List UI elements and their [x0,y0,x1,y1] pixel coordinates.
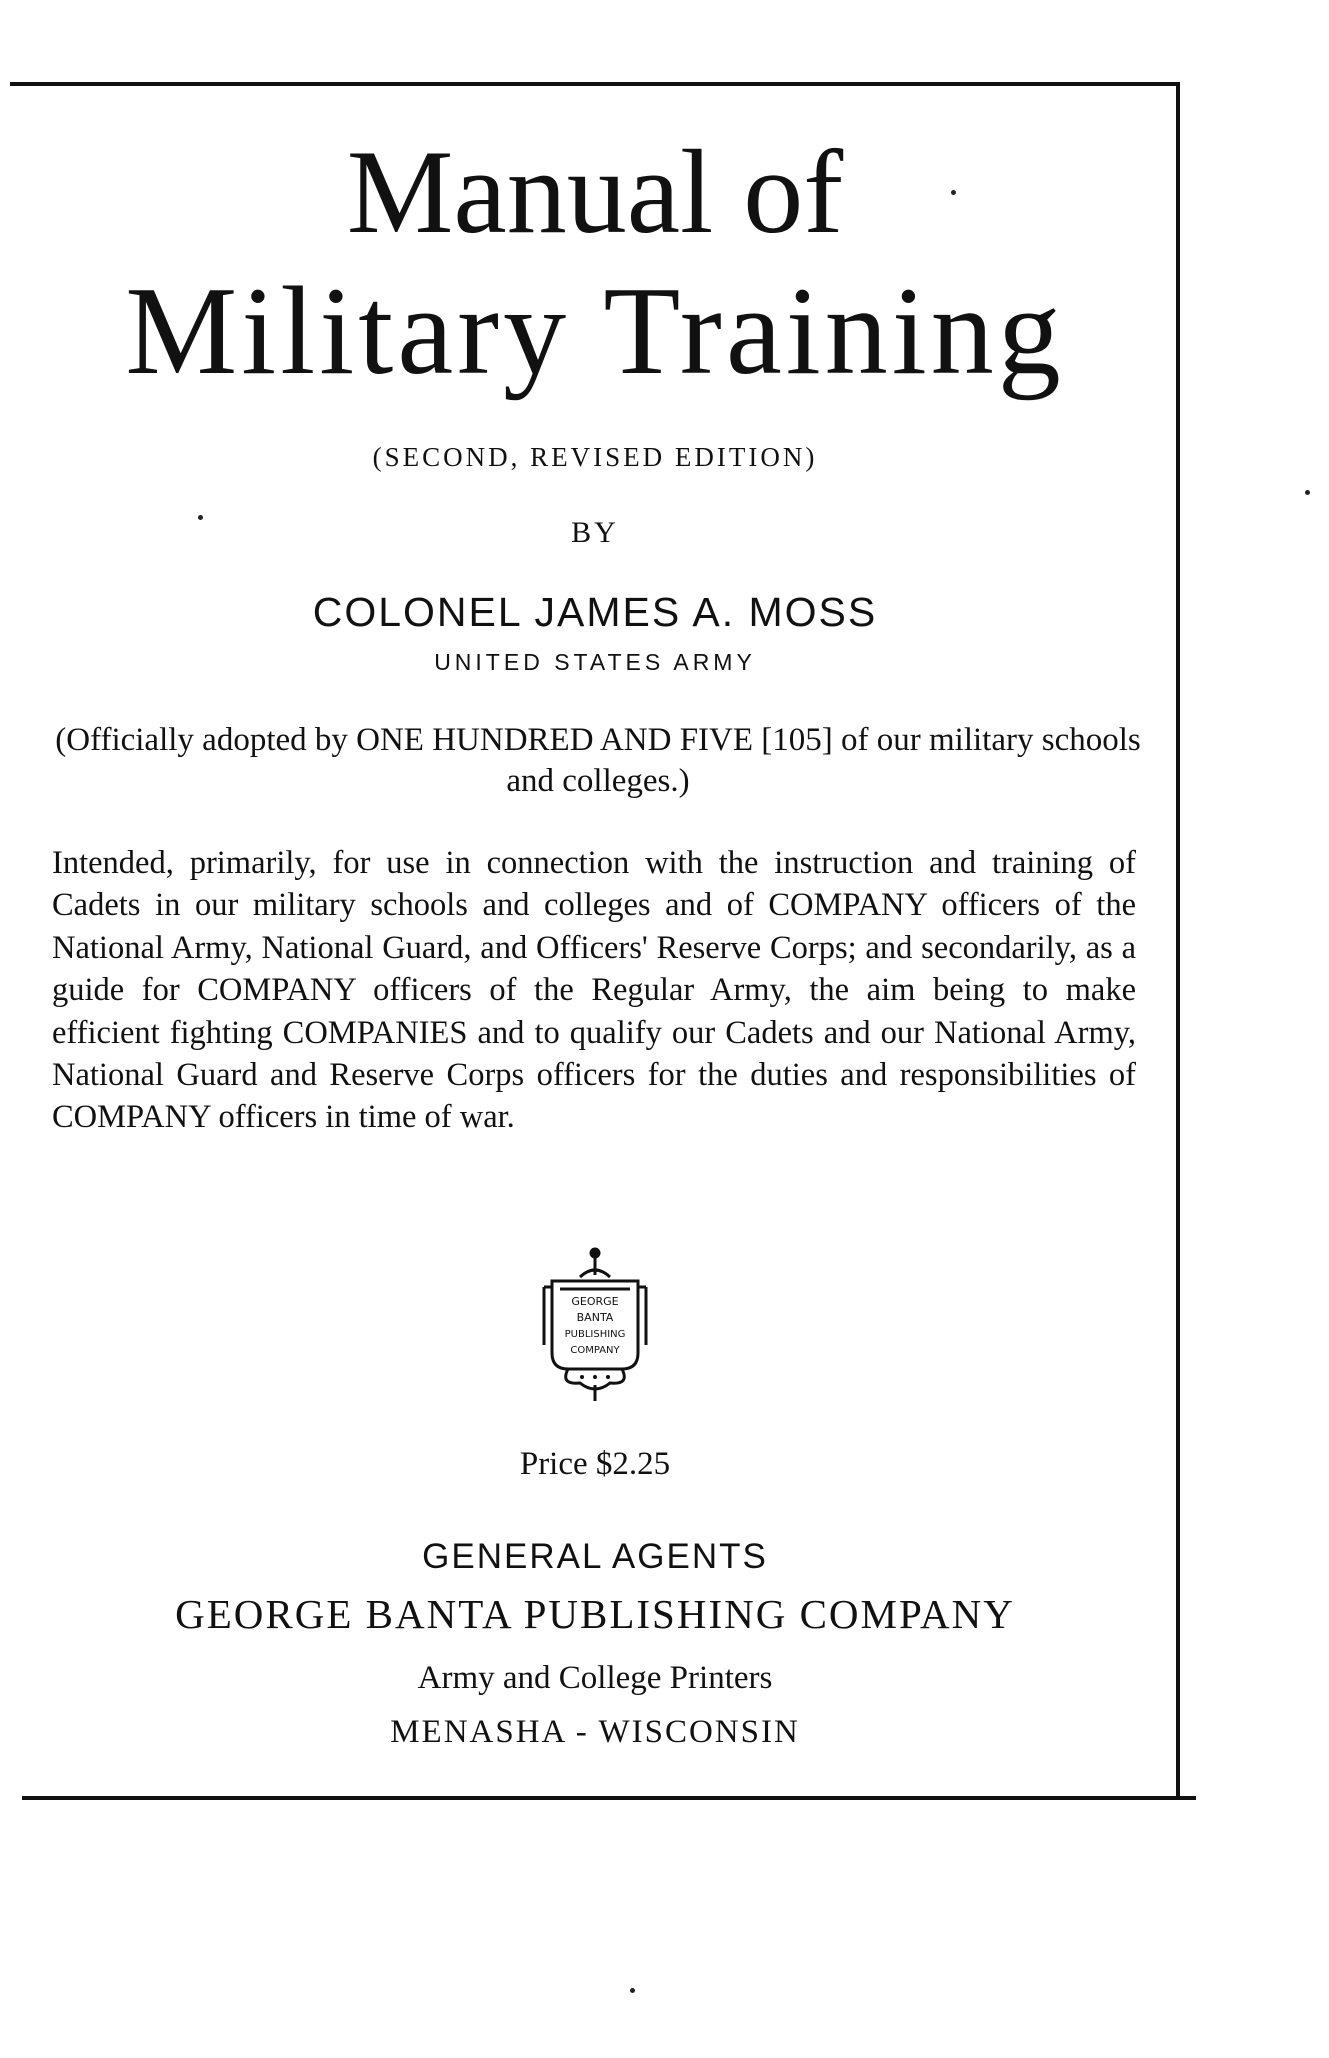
author-affiliation: UNITED STATES ARMY [434,649,756,675]
emblem-text-banta: BANTA [576,1311,614,1324]
publisher-name: GEORGE BANTA PUBLISHING COMPANY [175,1591,1015,1637]
title-line-1: Manual of [346,125,844,258]
print-speck [630,1988,635,1993]
publisher-tagline: Army and College Printers [417,1660,773,1696]
print-speck [1305,490,1310,495]
by-label: BY [571,516,619,549]
title-line-2: Military Training [125,262,1065,401]
emblem-text-george: GEORGE [571,1295,619,1308]
author-name: COLONEL JAMES A. MOSS [312,589,878,635]
top-border-rule [10,82,1180,86]
bottom-border-rule [22,1796,1196,1800]
agents-heading: GENERAL AGENTS [422,1537,768,1576]
publisher-location: MENASHA - WISCONSIN [390,1714,800,1750]
publisher-emblem-graphic [530,1245,660,1405]
description-paragraph: Intended, primarily, for use in connection with the instruction and training of Cadets in our military schools and colleges and of COMPANY officers of the National Army, National Guard, and Officers' Reserve Corps; and secondarily, as a guide for COMPANY officers of the Regular Army, the aim being to make efficient fighting COMPANIES and to qualify our Cadets and our National Army, National Guard and Reserve Corps officers for the duties and responsibilities of COMPANY officers in time of war. [52,845,1136,1136]
adoption-note: (Officially adopted by ONE HUNDRED AND FIVE [105] of our military schools and colleges.) [55,722,1141,799]
emblem-text-publishing: PUBLISHING [564,1329,626,1340]
emblem-text-company: COMPANY [570,1345,620,1356]
edition-label: (SECOND, REVISED EDITION) [372,442,818,472]
right-border-rule [1176,82,1180,1800]
price-label: Price $2.25 [519,1446,671,1482]
publisher-emblem-icon [530,1245,660,1405]
